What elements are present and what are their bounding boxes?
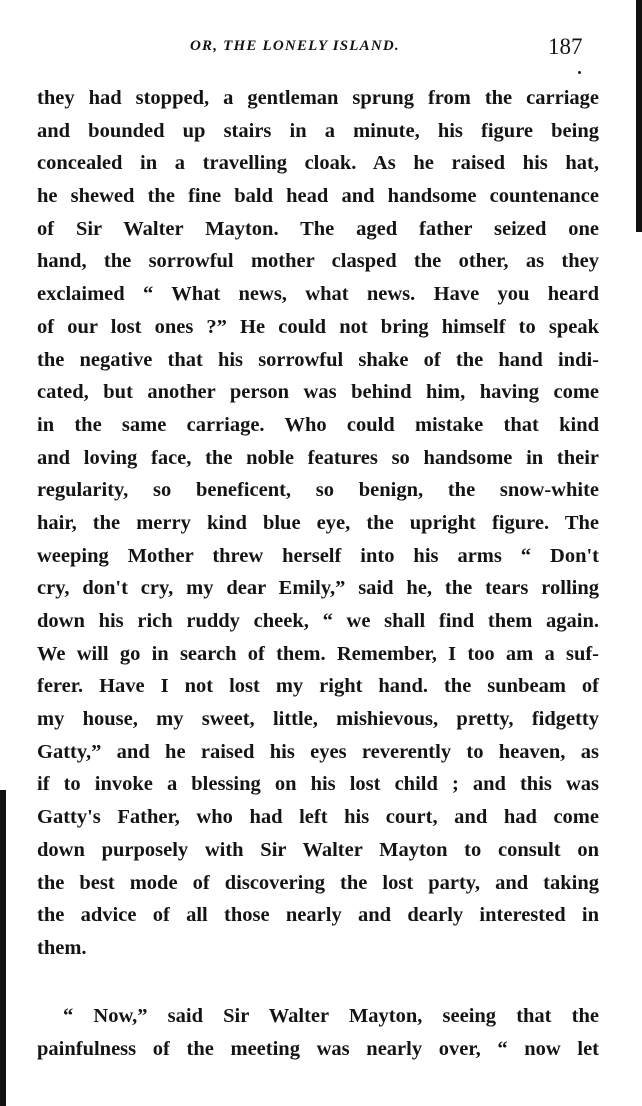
text-line: hair, the merry kind blue eye, the upright figure. The	[37, 511, 599, 534]
paragraph-1	[37, 82, 599, 965]
text-line: weeping Mother threw herself into his arms “ Don't	[37, 544, 599, 567]
text-line: in the same carriage. Who could mistake that kind	[37, 413, 599, 436]
text-line: of our lost ones ?” He could not bring himself to speak	[37, 315, 599, 338]
text-line: the advice of all those nearly and dearly interested in	[37, 904, 599, 927]
text-line: concealed in a travelling cloak. As he raised his hat,	[37, 152, 599, 175]
text-line: regularity, so beneficent, so benign, the snow-white	[37, 479, 599, 502]
text-line: my house, my sweet, little, mishievous, pretty, fidgetty	[37, 708, 599, 731]
text-line: down his rich ruddy cheek, “ we shall find them again.	[37, 610, 599, 632]
text-line: We will go in search of them. Remember, I too am a suf-	[37, 642, 599, 665]
text-line: cry, don't cry, my dear Emily,” said he, the tears rolling	[37, 577, 599, 600]
text-line: of Sir Walter Mayton. The aged father seized one	[37, 217, 599, 240]
text-line: the best mode of discovering the lost party, and taking	[37, 871, 599, 894]
text-line: the negative that his sorrowful shake of the hand indi-	[37, 348, 599, 371]
text-line: “ Now,” said Sir Walter Mayton, seeing that the	[63, 1005, 599, 1027]
text-line: Gatty's Father, who had left his court, and had come	[37, 806, 599, 829]
text-line: Gatty,” and he raised his eyes reverently to heaven, as	[37, 740, 599, 763]
text-line: he shewed the fine bald head and handsome countenance	[37, 185, 599, 208]
text-line: ferer. Have I not lost my right hand. the sunbeam of	[37, 675, 599, 698]
ink-speck	[578, 71, 581, 74]
running-title: OR, THE LONELY ISLAND.	[190, 38, 400, 54]
page-edge-shadow-right	[636, 0, 642, 232]
paragraph-2	[37, 1000, 599, 1065]
text-line: cated, but another person was behind him, having come	[37, 381, 599, 404]
text-line: they had stopped, a gentleman sprung from the carriage	[37, 87, 599, 109]
text-line: and bounded up stairs in a minute, his figure being	[37, 119, 599, 142]
text-line: hand, the sorrowful mother clasped the other, as they	[37, 250, 599, 273]
page-edge-shadow-left	[0, 790, 6, 1106]
text-line: and loving face, the noble features so handsome in their	[37, 446, 599, 469]
text-line: down purposely with Sir Walter Mayton to consult on	[37, 838, 599, 861]
text-line: exclaimed “ What news, what news. Have you heard	[37, 283, 599, 306]
text-line: them.	[37, 936, 87, 959]
page-number: 187	[548, 34, 583, 59]
running-header	[0, 34, 642, 64]
text-line: painfulness of the meeting was nearly over, “ now let	[37, 1037, 599, 1060]
text-line: if to invoke a blessing on his lost child ; and this was	[37, 773, 599, 796]
